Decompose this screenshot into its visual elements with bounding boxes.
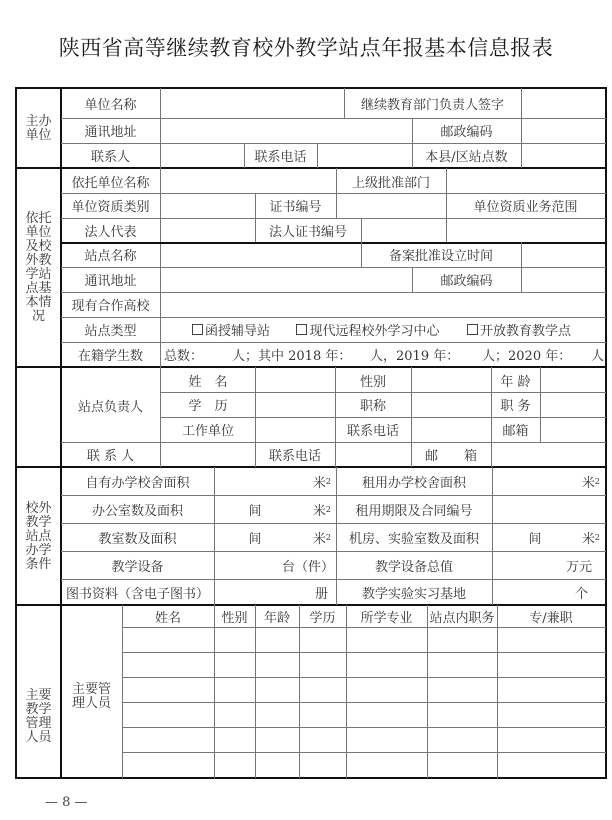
label-contact-phone: 联系电话	[268, 449, 321, 464]
staff-column-header: 性别	[221, 611, 248, 626]
label-business-scope: 单位资质业务范围	[473, 200, 578, 215]
label-filing-time: 备案批准设立时间	[388, 249, 493, 264]
staff-cell-input[interactable]	[346, 677, 427, 702]
input-cert-no[interactable]	[336, 193, 446, 218]
lab-rooms-unit[interactable]: 间	[528, 531, 542, 547]
staff-cell-input[interactable]	[255, 752, 299, 777]
staff-cell-input[interactable]	[497, 677, 605, 702]
staff-cell-input[interactable]	[255, 727, 299, 752]
label-leader-phone: 联系电话	[346, 424, 399, 439]
staff-cell-input[interactable]	[122, 752, 214, 777]
label-host-address: 通讯地址	[84, 125, 137, 140]
site-type-option-2[interactable]: 现代远程校外学习中心	[288, 317, 448, 342]
label-rent-area: 租用办学校舍面积	[361, 476, 466, 491]
input-rent-term[interactable]	[492, 495, 605, 523]
page-number: — 8 —	[45, 795, 88, 810]
enrolled-end-label: 人	[591, 349, 605, 364]
staff-cell-input[interactable]	[346, 702, 427, 727]
label-host-postcode: 邮政编码	[440, 125, 493, 140]
staff-cell-input[interactable]	[122, 727, 214, 752]
input-legal-rep[interactable]	[161, 218, 255, 242]
label-leader-gender: 性别	[359, 374, 386, 390]
staff-cell-input[interactable]	[255, 702, 299, 727]
staff-cell-input[interactable]	[427, 752, 497, 777]
staff-cell-input[interactable]	[299, 727, 346, 752]
input-county-sites[interactable]	[521, 143, 605, 168]
classroom-area-unit[interactable]: 米 2	[312, 531, 331, 547]
grid-line	[605, 87, 607, 778]
classroom-rooms-unit[interactable]: 间	[248, 531, 262, 547]
staff-cell-input[interactable]	[214, 752, 255, 777]
label-site-name: 站点名称	[84, 249, 137, 264]
label-leader-signature: 继续教育部门负责人签字	[360, 98, 504, 113]
staff-cell-input[interactable]	[497, 752, 605, 777]
label-enrolled: 在籍学生数	[77, 349, 143, 364]
lab-area-unit[interactable]: 米 2	[581, 531, 600, 547]
staff-cell-input[interactable]	[299, 752, 346, 777]
label-county-sites: 本县/区站点数	[425, 150, 508, 165]
staff-cell-input[interactable]	[427, 652, 497, 677]
enrolled-2019-label: 人，2019 年：	[370, 349, 460, 364]
label-leader-work-unit: 工作单位	[181, 424, 234, 439]
staff-cell-input[interactable]	[122, 627, 214, 652]
own-area-unit[interactable]: 米 2	[312, 476, 331, 491]
staff-cell-input[interactable]	[122, 652, 214, 677]
equipment-value-unit[interactable]: 万元	[565, 559, 592, 575]
input-leader-name[interactable]	[255, 368, 335, 392]
label-rent-term: 租用期限及合同编号	[355, 503, 473, 519]
office-rooms-unit[interactable]: 间	[248, 503, 262, 519]
staff-cell-input[interactable]	[346, 752, 427, 777]
checkbox-icon[interactable]	[467, 324, 478, 335]
staff-cell-input[interactable]	[122, 677, 214, 702]
staff-cell-input[interactable]	[214, 627, 255, 652]
staff-cell-input[interactable]	[497, 652, 605, 677]
staff-cell-input[interactable]	[214, 652, 255, 677]
input-leader-education[interactable]	[255, 392, 335, 417]
office-area-unit[interactable]: 米 2	[312, 503, 331, 519]
label-qualification-type: 单位资质类别	[71, 200, 150, 215]
label-legal-cert-no: 法人证书编号	[268, 224, 347, 240]
input-site-postcode[interactable]	[521, 267, 605, 292]
label-legal-rep: 法人代表	[84, 224, 137, 240]
staff-cell-input[interactable]	[346, 727, 427, 752]
staff-cell-input[interactable]	[255, 652, 299, 677]
site-type-option-1[interactable]: 函授辅导站	[186, 317, 276, 342]
input-filing-time[interactable]	[521, 242, 605, 267]
input-host-phone[interactable]	[317, 143, 412, 168]
label-host-name: 依托单位名称	[71, 175, 150, 191]
input-contact-person[interactable]	[161, 442, 255, 467]
label-equipment-value: 教学设备总值	[374, 559, 453, 575]
staff-cell-input[interactable]	[346, 652, 427, 677]
input-leader-phone[interactable]	[411, 417, 491, 442]
label-office: 办公室数及面积	[91, 503, 183, 519]
site-type-option-3[interactable]: 开放教育教学点	[461, 317, 577, 342]
input-host-name[interactable]	[161, 169, 336, 193]
checkbox-icon[interactable]	[296, 324, 307, 335]
label-lab: 机房、实验室数及面积	[348, 531, 479, 547]
enrolled-2020-label: 人；2020 年：	[482, 349, 572, 364]
books-unit[interactable]: 册	[314, 586, 328, 602]
staff-column-header: 专/兼职	[529, 611, 573, 626]
staff-cell-input[interactable]	[346, 627, 427, 652]
label-practice-base: 教学实验实习基地	[361, 586, 466, 602]
staff-column-header: 站点内职务	[429, 611, 495, 626]
section-label-staff: 主要教学管理人员	[25, 688, 52, 745]
label-site-type: 站点类型	[84, 324, 137, 339]
staff-cell-input[interactable]	[427, 677, 497, 702]
input-leader-title[interactable]	[411, 392, 491, 417]
input-host-contact[interactable]	[161, 143, 244, 168]
input-leader-email[interactable]	[540, 417, 605, 442]
staff-column-header: 学历	[309, 611, 336, 626]
input-unit-name[interactable]	[161, 89, 344, 118]
staff-cell-input[interactable]	[497, 627, 605, 652]
staff-column-header: 年龄	[263, 611, 290, 626]
staff-cell-input[interactable]	[299, 652, 346, 677]
label-leader-title: 职称	[359, 399, 386, 414]
input-leader-work-unit[interactable]	[255, 417, 335, 442]
section-label-conditions: 校外教学站点办学条件	[25, 500, 52, 572]
input-business-scope[interactable]	[446, 218, 605, 242]
staff-cell-input[interactable]	[122, 702, 214, 727]
label-site-address: 通讯地址	[84, 274, 137, 289]
label-contact-person: 联 系 人	[86, 449, 135, 464]
label-leader-education: 学 历	[188, 399, 228, 414]
equipment-units[interactable]: 台（件）	[281, 559, 334, 575]
input-leader-gender[interactable]	[411, 368, 491, 392]
rent-area-unit[interactable]: 米 2	[581, 476, 600, 491]
label-site-postcode: 邮政编码	[440, 274, 493, 289]
practice-base-unit[interactable]: 个	[574, 586, 588, 602]
label-host-phone: 联系电话	[254, 150, 307, 165]
label-cert-no: 证书编号	[269, 200, 322, 215]
input-host-postcode[interactable]	[521, 118, 605, 143]
label-superior-dept: 上级批准部门	[351, 175, 430, 191]
staff-cell-input[interactable]	[214, 727, 255, 752]
staff-cell-input[interactable]	[255, 677, 299, 702]
form-title: 陕西省高等继续教育校外教学站点年报基本信息报表	[58, 36, 554, 60]
staff-cell-input[interactable]	[299, 702, 346, 727]
input-host-address[interactable]	[161, 118, 411, 143]
input-qualification-type[interactable]	[161, 193, 255, 218]
staff-cell-input[interactable]	[214, 702, 255, 727]
input-superior-dept[interactable]	[446, 169, 605, 193]
staff-column-header: 姓名	[154, 611, 181, 626]
input-contact-phone[interactable]	[335, 442, 411, 467]
input-leader-signature[interactable]	[521, 89, 605, 118]
label-leader-age: 年 龄	[500, 374, 531, 390]
label-leader-name: 姓 名	[188, 374, 228, 390]
input-leader-position[interactable]	[540, 392, 605, 417]
staff-cell-input[interactable]	[427, 627, 497, 652]
label-classroom: 教室数及面积	[98, 531, 177, 547]
label-contact-email: 邮 箱	[424, 449, 477, 464]
label-books: 图书资料（含电子图书）	[65, 586, 209, 602]
staff-cell-input[interactable]	[255, 627, 299, 652]
staff-cell-input[interactable]	[299, 677, 346, 702]
label-site-leader: 站点负责人	[77, 399, 143, 415]
label-host-contact: 联系人	[90, 150, 130, 165]
input-site-address[interactable]	[161, 267, 412, 292]
label-leader-email: 邮箱	[502, 424, 529, 439]
staff-cell-input[interactable]	[427, 727, 497, 752]
section-label-host-unit: 主办单位	[25, 113, 52, 143]
input-partner-colleges[interactable]	[161, 292, 605, 317]
staff-cell-input[interactable]	[299, 627, 346, 652]
staff-cell-input[interactable]	[497, 702, 605, 727]
label-unit-name: 单位名称	[84, 98, 137, 113]
label-leader-position: 职 务	[500, 399, 531, 414]
staff-cell-input[interactable]	[497, 727, 605, 752]
label-equipment: 教学设备	[111, 559, 164, 575]
label-own-area: 自有办学校舍面积	[85, 476, 190, 491]
input-legal-cert-no[interactable]	[361, 218, 446, 242]
input-leader-age[interactable]	[540, 368, 605, 392]
input-contact-email[interactable]	[491, 442, 605, 467]
checkbox-icon[interactable]	[192, 324, 203, 335]
section-label-site-info: 依托单位及校外教学站点基本情况	[25, 211, 52, 324]
label-main-managers: 主要管理人员	[71, 682, 111, 711]
staff-cell-input[interactable]	[427, 702, 497, 727]
staff-column-header: 所学专业	[360, 611, 413, 626]
label-partner-colleges: 现有合作高校	[71, 299, 150, 314]
staff-cell-input[interactable]	[214, 677, 255, 702]
enrolled-total-label: 总数：	[164, 349, 204, 364]
enrolled-2018-label: 人；其中 2018 年：	[232, 349, 352, 364]
input-site-name[interactable]	[161, 242, 361, 267]
